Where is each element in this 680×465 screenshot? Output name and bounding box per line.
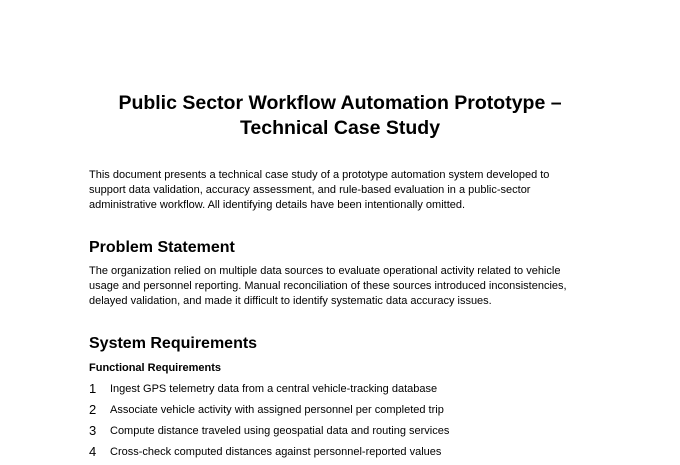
intro-line-3: administrative workflow. All identifying details have been intentionally omitted. xyxy=(89,199,466,211)
list-item-number: 1 xyxy=(89,381,97,396)
problem-line-1: The organization relied on multiple data sources to evaluate operational activity related to vehicle xyxy=(89,265,561,277)
intro-line-1: This document presents a technical case study of a prototype automation system developed to xyxy=(89,169,550,181)
document-title-line-2: Technical Case Study xyxy=(239,117,441,139)
list-item-number: 4 xyxy=(89,444,97,459)
document-title xyxy=(60,91,620,141)
list-item-text: Ingest GPS telemetry data from a central vehicle-tracking database xyxy=(110,383,438,395)
list-item-text: Compute distance traveled using geospatial data and routing services xyxy=(110,425,450,437)
list-item-number: 3 xyxy=(89,423,97,438)
document-title-line-1: Public Sector Workflow Automation Prototype – xyxy=(118,92,562,114)
system-requirements-heading: System Requirements xyxy=(89,335,258,352)
functional-requirements-heading: Functional Requirements xyxy=(89,362,222,374)
list-item-number: 2 xyxy=(89,402,97,417)
list-item-text: Associate vehicle activity with assigned personnel per completed trip xyxy=(110,404,444,416)
problem-statement-heading: Problem Statement xyxy=(89,239,235,256)
intro-paragraph xyxy=(89,168,604,213)
problem-line-2: usage and personnel reporting. Manual reconciliation of these sources introduced inconsistencies, xyxy=(89,280,567,292)
problem-statement-paragraph xyxy=(89,264,604,309)
list-item-text: Cross-check computed distances against personnel-reported values xyxy=(110,446,442,458)
intro-line-2: support data validation, accuracy assessment, and rule-based evaluation in a public-sector xyxy=(89,184,531,196)
problem-line-3: delayed validation, and made it difficult to identify systematic data accuracy issues. xyxy=(89,295,492,307)
